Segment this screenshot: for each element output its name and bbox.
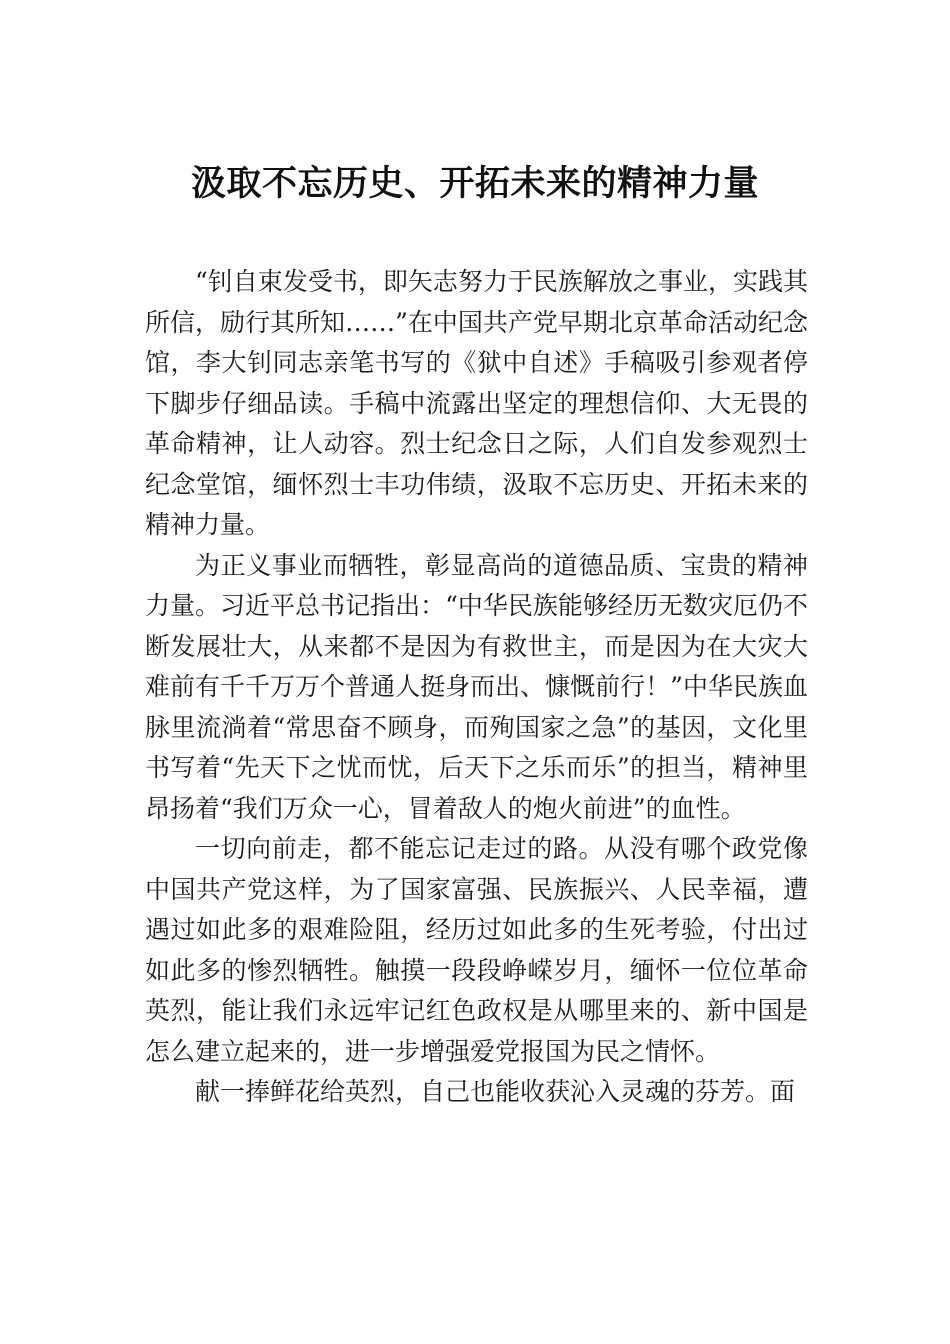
paragraph-1: “钊自束发受书，即矢志努力于民族解放之事业，实践其所信，励行其所知……”在中国共产党早期北京革命活动纪念馆，李大钊同志亲笔书写的《狱中自述》手稿吸引参观者停下脚步仔细品读。手稿中流露出坚定的理想信仰、大无畏的革命精神，让人动容。烈士纪念日之际，人们自发参观烈士纪念堂馆，缅怀烈士丰功伟绩，汲取不忘历史、开拓未来的精神力量。 bbox=[145, 267, 808, 539]
paragraph-4: 献一捧鲜花给英烈，自己也能收获沁入灵魂的芬芳。面 bbox=[195, 1077, 796, 1106]
document-title: 汲取不忘历史、开拓未来的精神力量 bbox=[190, 163, 759, 204]
document-body bbox=[145, 262, 808, 1113]
paragraph-2: 为正义事业而牺牲，彰显高尚的道德品质、宝贵的精神力量。习近平总书记指出：“中华民族能够经历无数灾厄仍不断发展壮大，从来都不是因为有救世主，而是因为在大灾大难前有千千万万个普通人挺身而出、慷慨前行！”中华民族血脉里流淌着“常思奋不顾身，而殉国家之急”的基因，文化里书写着“先天下之忧而忧，后天下之乐而乐”的担当，精神里昂扬着“我们万众一心，冒着敌人的炮火前进”的血性。 bbox=[145, 550, 808, 823]
paragraph-3: 一切向前走，都不能忘记走过的路。从没有哪个政党像中国共产党这样，为了国家富强、民族振兴、人民幸福，遭遇过如此多的艰难险阻，经历过如此多的生死考验，付出过如此多的惨烈牺牲。触摸一段段峥嵘岁月，缅怀一位位革命英烈，能让我们永远牢记红色政权是从哪里来的、新中国是怎么建立起来的，进一步增强爱党报国为民之情怀。 bbox=[145, 834, 808, 1066]
